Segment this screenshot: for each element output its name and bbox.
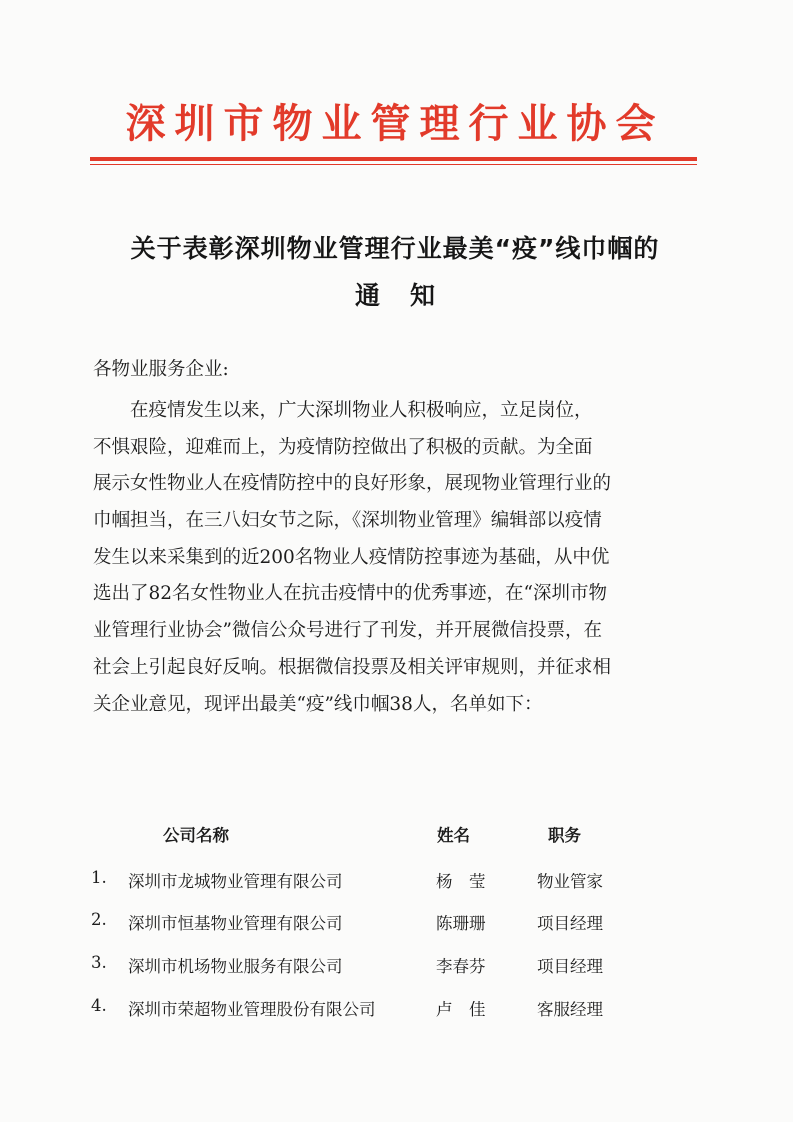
row-role: 项目经理 (537, 914, 603, 933)
column-header-role: 职务 (548, 826, 581, 845)
row-company: 深圳市机场物业服务有限公司 (128, 957, 343, 976)
salutation: 各物业服务企业: (93, 359, 229, 380)
table-row (0, 996, 793, 1026)
row-name: 卢 佳 (436, 1000, 486, 1019)
row-number: 3. (91, 953, 107, 972)
column-header-company: 公司名称 (163, 826, 229, 845)
column-header-name: 姓名 (437, 826, 470, 845)
letterhead-org-name: 深圳市物业管理行业协会 (125, 101, 665, 147)
row-name: 陈珊珊 (436, 914, 486, 933)
row-role: 项目经理 (537, 957, 603, 976)
row-company: 深圳市龙城物业管理有限公司 (128, 872, 343, 891)
body-line: 展示女性物业人在疫情防控中的良好形象，展现物业管理行业的 (93, 473, 612, 495)
row-number: 4. (91, 996, 107, 1015)
document-title-line1: 关于表彰深圳物业管理行业最美“疫”线巾帼的 (130, 234, 660, 263)
table-row (0, 953, 793, 983)
document-title-line2: 通知 (354, 281, 465, 310)
row-name: 杨 莹 (436, 872, 486, 891)
body-line: 选出了82名女性物业人在抗击疫情中的优秀事迹，在“深圳市物 (93, 583, 608, 605)
row-number: 2. (91, 910, 107, 929)
document-title (90, 225, 700, 319)
row-role: 物业管家 (537, 872, 603, 891)
row-role: 客服经理 (537, 1000, 603, 1019)
body-line: 不惧艰险，迎难而上，为疫情防控做出了积极的贡献。为全面 (93, 436, 593, 458)
body-line: 关企业意见，现评出最美“疫”线巾帼38人，名单如下： (93, 693, 543, 715)
letterhead-rule-thin (90, 164, 697, 165)
row-name: 李春芬 (436, 957, 486, 976)
table-row (0, 868, 793, 898)
body-line: 巾帼担当，在三八妇女节之际，《深圳物业管理》编辑部以疫情 (93, 510, 602, 532)
body-line: 业管理行业协会”微信公众号进行了刊发，并开展微信投票，在 (93, 620, 602, 642)
honoree-table-header (0, 822, 793, 850)
body-line: 发生以来采集到的近200名物业人疫情防控事迹为基础，从中优 (93, 546, 610, 568)
letterhead-rule-thick (90, 157, 697, 161)
body-line: 社会上引起良好反响。根据微信投票及相关评审规则，并征求相 (93, 656, 612, 678)
row-company: 深圳市恒基物业管理有限公司 (128, 914, 343, 933)
row-number: 1. (91, 868, 107, 887)
row-company: 深圳市荣超物业管理股份有限公司 (128, 1000, 376, 1019)
body-line: 在疫情发生以来，广大深圳物业人积极响应，立足岗位， (130, 400, 593, 421)
body-paragraph (93, 393, 703, 723)
table-row (0, 910, 793, 940)
